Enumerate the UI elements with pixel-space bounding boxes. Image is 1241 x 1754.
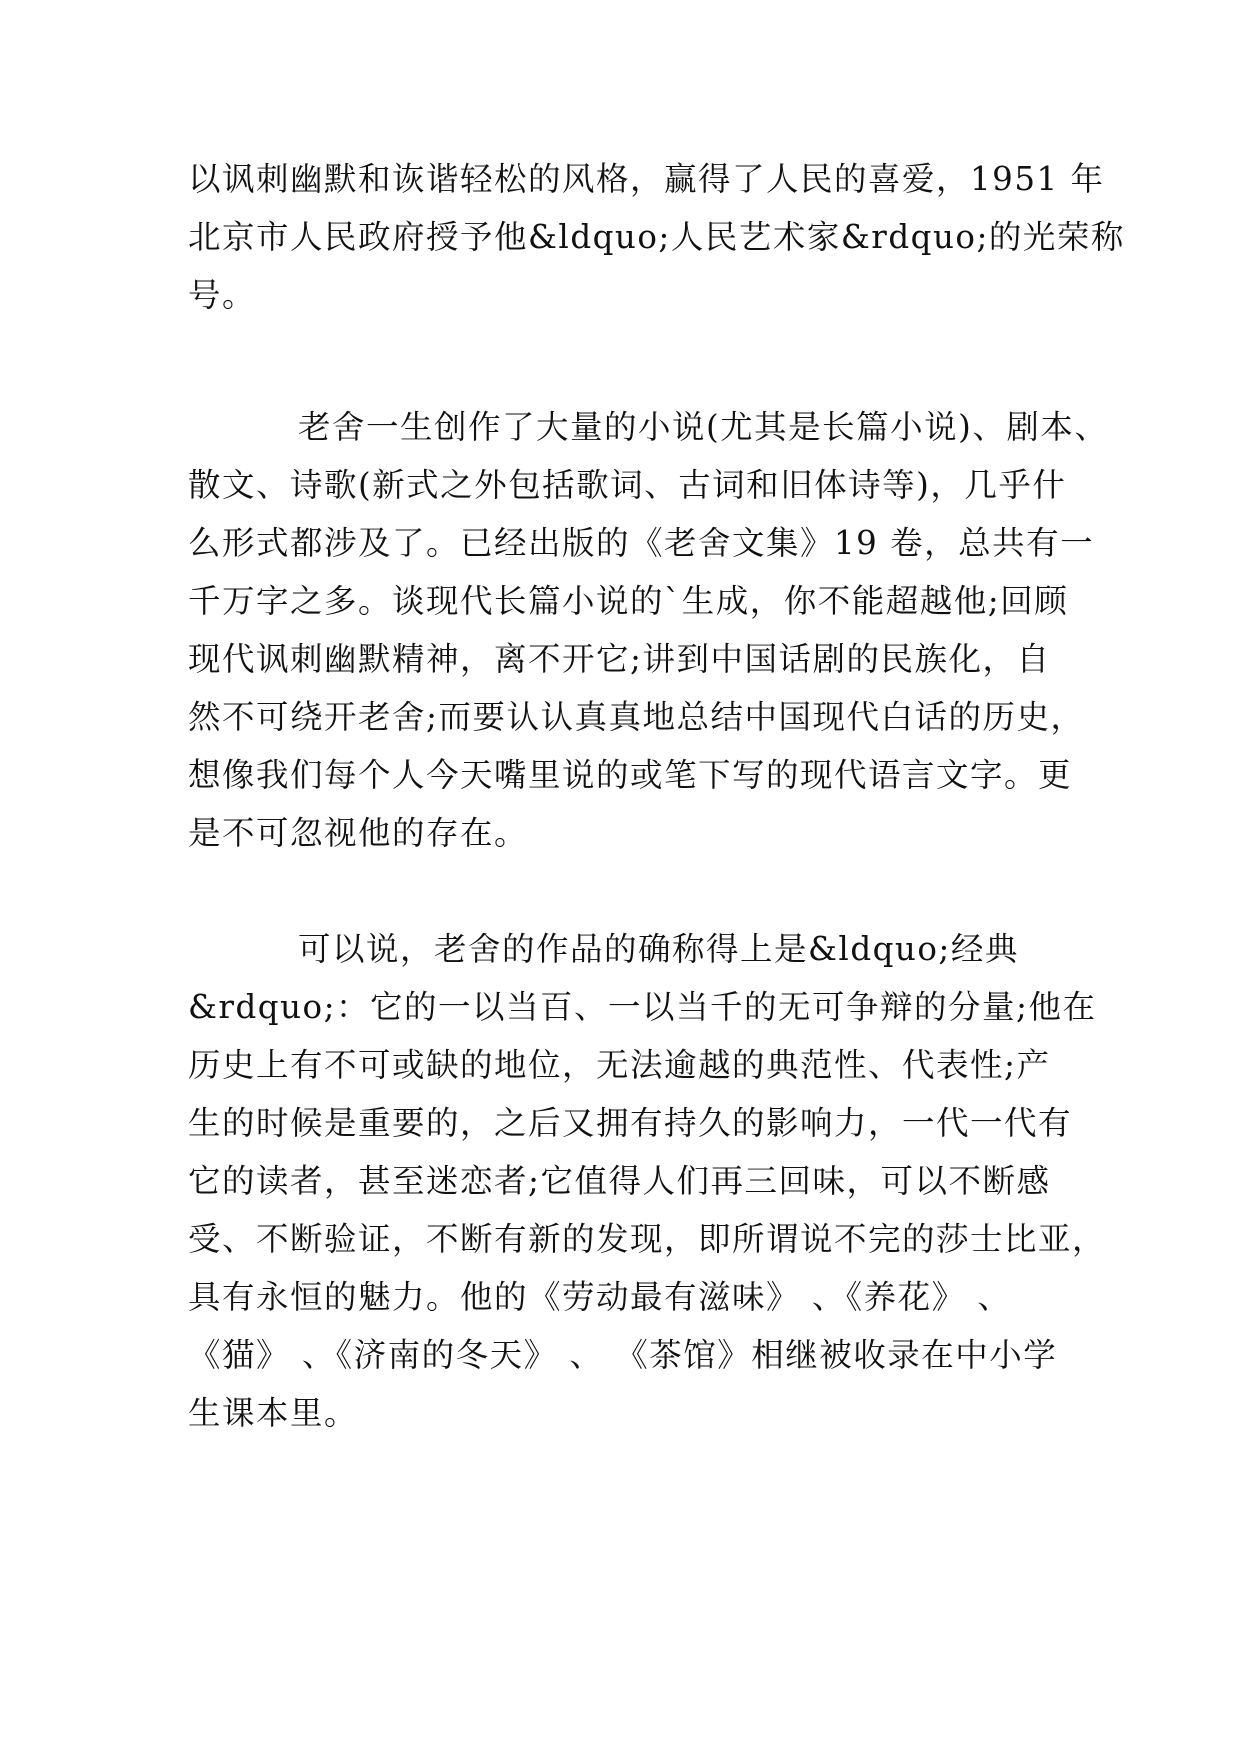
text-line: 以讽刺幽默和诙谐轻松的风格，赢得了人民的喜爱，1951 年 (188, 160, 1105, 198)
text-line: 生的时候是重要的，之后又拥有持久的影响力，一代一代有 (188, 1104, 1073, 1142)
text-line: 可以说，老舍的作品的确称得上是&ldquo;经典 (298, 930, 1019, 968)
text-line: 散文、诗歌(新式之外包括歌词、古词和旧体诗等)，几乎什 (188, 466, 1067, 504)
text-line: 号。 (188, 276, 257, 314)
text-line: &rdquo;：它的一以当百、一以当千的无可争辩的分量;他在 (188, 988, 1097, 1026)
text-line: 具有永恒的魅力。他的《劳动最有滋味》 、《养花》 、 (188, 1278, 1012, 1316)
paragraph-3 (188, 920, 1107, 1442)
paragraph-2 (188, 398, 1109, 862)
text-line: 么形式都涉及了。已经出版的《老舍文集》19 卷，总共有一 (188, 524, 1095, 562)
text-line: 是不可忽视他的存在。 (188, 814, 529, 852)
text-line: 老舍一生创作了大量的小说(尤其是长篇小说)、剧本、 (298, 408, 1109, 446)
text-line: 受、不断验证，不断有新的发现，即所谓说不完的莎士比亚， (188, 1220, 1107, 1258)
text-line: 它的读者，甚至迷恋者;它值得人们再三回味，可以不断感 (188, 1162, 1051, 1200)
paragraph-1 (188, 150, 1125, 324)
text-line: 历史上有不可或缺的地位，无法逾越的典范性、代表性;产 (188, 1046, 1051, 1084)
text-line: 然不可绕开老舍;而要认认真真地总结中国现代白话的历史， (188, 698, 1085, 736)
text-line: 北京市人民政府授予他&ldquo;人民艺术家&rdquo;的光荣称 (188, 218, 1125, 256)
text-line: 《猫》 、《济南的冬天》 、 《茶馆》相继被收录在中小学 (188, 1336, 1058, 1374)
text-line: 千万字之多。谈现代长篇小说的`生成，你不能超越他;回顾 (188, 582, 1069, 620)
text-line: 想像我们每个人今天嘴里说的或笔下写的现代语言文字。更 (188, 756, 1073, 794)
text-line: 生课本里。 (188, 1394, 359, 1432)
text-line: 现代讽刺幽默精神，离不开它;讲到中国话剧的民族化，自 (188, 640, 1051, 678)
